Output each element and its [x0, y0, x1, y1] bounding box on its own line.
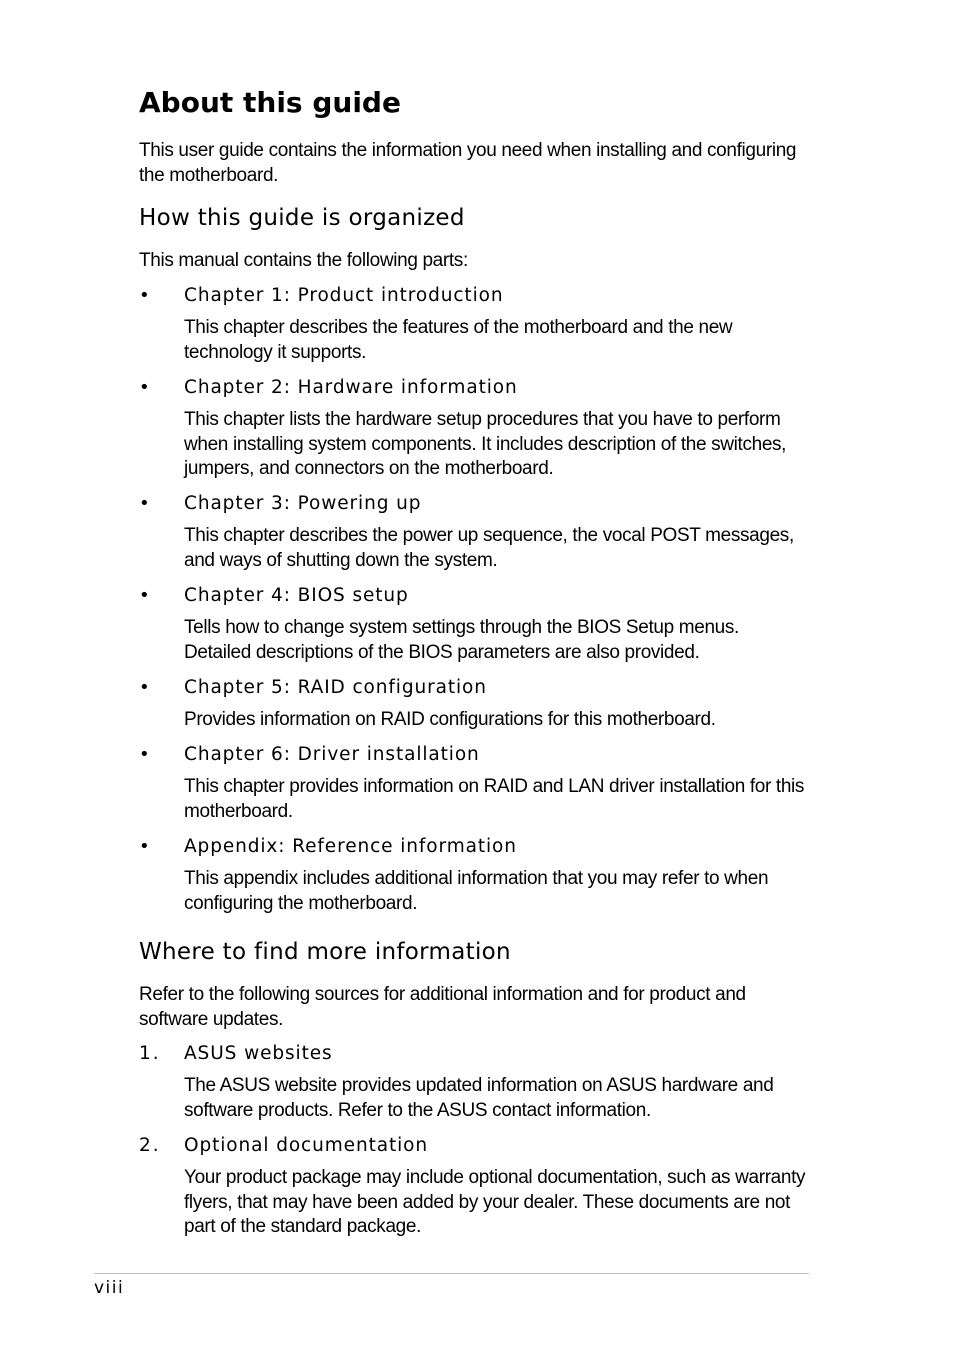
item-title: Chapter 1: Product introduction [184, 285, 504, 306]
item-title: Optional documentation [184, 1135, 429, 1156]
bullet-icon: • [139, 836, 151, 857]
item-title: Chapter 4: BIOS setup [184, 585, 409, 606]
item-description: Your product package may include optional documentation, such as warranty flyers, that may have been added by your dealer. These documents are not part of the standard package. [184, 1167, 806, 1237]
more-info-lead: Refer to the following sources for additional information and for product and software updates. [139, 984, 746, 1030]
section-heading-organized: How this guide is organized [139, 205, 465, 231]
organized-lead: This manual contains the following parts: [139, 250, 468, 271]
bullet-icon: • [139, 677, 151, 698]
list-item [139, 493, 809, 573]
bullet-icon: • [139, 744, 151, 765]
item-description: This chapter provides information on RAID and LAN driver installation for this motherboard. [184, 776, 805, 822]
item-number: 1. [139, 1043, 161, 1064]
intro-paragraph: This user guide contains the information you need when installing and configuring the motherboard. [139, 140, 797, 186]
list-item [139, 744, 809, 824]
list-item [139, 585, 809, 665]
item-title: Appendix: Reference information [184, 836, 517, 857]
item-description: This chapter describes the features of the motherboard and the new technology it supports. [184, 317, 733, 363]
list-item [139, 1135, 809, 1240]
item-description: This chapter lists the hardware setup procedures that you have to perform when installing system components. It includes description of the switches, jumpers, and connectors on the motherboard. [184, 409, 787, 479]
section-heading-more-info: Where to find more information [139, 939, 511, 965]
list-item [139, 285, 809, 365]
item-description: Tells how to change system settings through the BIOS Setup menus. Detailed descriptions of the BIOS parameters are also provided. [184, 617, 739, 663]
bullet-icon: • [139, 493, 151, 514]
item-description: The ASUS website provides updated information on ASUS hardware and software products. Refer to the ASUS contact information. [184, 1075, 774, 1121]
item-title: Chapter 3: Powering up [184, 493, 422, 514]
bullet-icon: • [139, 285, 151, 306]
bullet-icon: • [139, 585, 151, 606]
page-title: About this guide [139, 86, 401, 119]
list-item [139, 1043, 809, 1123]
item-description: This chapter describes the power up sequence, the vocal POST messages, and ways of shutting down the system. [184, 525, 794, 571]
list-item [139, 677, 809, 733]
item-title: Chapter 2: Hardware information [184, 377, 518, 398]
item-description: This appendix includes additional information that you may refer to when configuring the motherboard. [184, 868, 769, 914]
item-number: 2. [139, 1135, 161, 1156]
item-title: Chapter 5: RAID configuration [184, 677, 487, 698]
footer-divider [94, 1273, 809, 1274]
list-item [139, 836, 809, 916]
bullet-icon: • [139, 377, 151, 398]
list-item [139, 377, 809, 482]
item-title: Chapter 6: Driver installation [184, 744, 480, 765]
page-number: viii [94, 1278, 125, 1298]
item-title: ASUS websites [184, 1043, 333, 1064]
item-description: Provides information on RAID configurations for this motherboard. [184, 709, 716, 730]
